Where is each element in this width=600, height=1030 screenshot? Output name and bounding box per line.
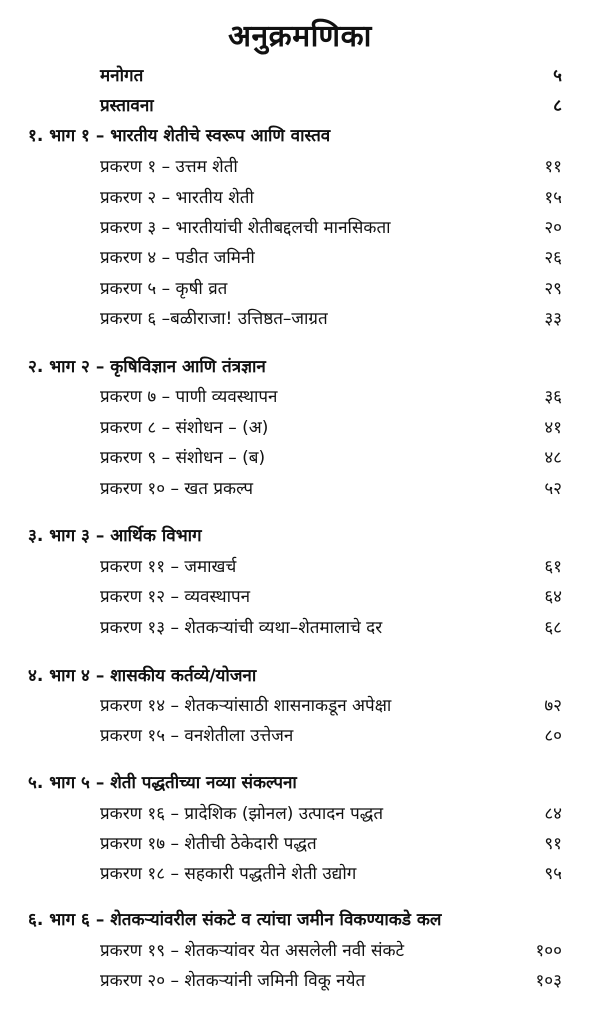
chapter-page: ४८	[544, 448, 562, 468]
chapter-page: १०३	[535, 971, 562, 991]
toc-chapter-6[interactable]	[0, 304, 600, 334]
part-heading-2[interactable]	[0, 352, 600, 382]
chapter-page: ६८	[544, 618, 562, 638]
toc-chapter-12[interactable]	[0, 582, 600, 612]
toc-chapter-1[interactable]	[0, 152, 600, 182]
chapter-page: ५२	[544, 479, 562, 499]
toc-chapter-20[interactable]	[0, 966, 600, 996]
chapter-label: प्रकरण १४ – शेतकऱ्यांसाठी शासनाकडून अपेक्षा	[100, 696, 392, 716]
part-title: ४. भाग ४ – शासकीय कर्तव्ये/योजना	[28, 666, 257, 686]
chapter-label: प्रकरण ६ –बळीराजा! उत्तिष्ठत–जाग्रत	[100, 309, 328, 329]
toc-entry-manogat[interactable]	[0, 61, 600, 91]
chapter-page: २९	[544, 279, 562, 299]
chapter-page: ३६	[544, 387, 562, 407]
chapter-label: प्रकरण २ – भारतीय शेती	[100, 188, 254, 208]
chapter-label: प्रकरण १८ – सहकारी पद्धतीने शेती उद्योग	[100, 864, 357, 884]
chapter-page: ९१	[544, 834, 562, 854]
chapter-label: प्रकरण १ – उत्तम शेती	[100, 157, 238, 177]
chapter-page: १००	[535, 941, 562, 961]
chapter-label: प्रकरण ३ – भारतीयांची शेतीबद्दलची मानसिकता	[100, 218, 391, 238]
chapter-label: प्रकरण १७ – शेतीची ठेकेदारी पद्धत	[100, 834, 317, 854]
chapter-label: प्रकरण १० – खत प्रकल्प	[100, 479, 254, 499]
part-heading-1[interactable]	[0, 121, 600, 151]
chapter-page: ८४	[544, 804, 562, 824]
chapter-label: प्रकरण २० – शेतकऱ्यांनी जमिनी विकू नयेत	[100, 971, 366, 991]
chapter-label: प्रकरण १६ – प्रादेशिक (झोनल) उत्पादन पद्धत	[100, 804, 384, 824]
toc-chapter-14[interactable]	[0, 691, 600, 721]
part-heading-5[interactable]	[0, 768, 600, 798]
toc-chapter-7[interactable]	[0, 382, 600, 412]
chapter-label: प्रकरण ११ – जमाखर्च	[100, 557, 237, 577]
toc-chapter-18[interactable]	[0, 859, 600, 889]
entry-page: ५	[553, 66, 562, 86]
toc-chapter-16[interactable]	[0, 799, 600, 829]
part-heading-3[interactable]	[0, 521, 600, 551]
toc-chapter-17[interactable]	[0, 829, 600, 859]
toc-chapter-3[interactable]	[0, 213, 600, 243]
chapter-page: ३३	[544, 309, 562, 329]
entry-page: ८	[553, 96, 562, 116]
chapter-label: प्रकरण ५ – कृषी व्रत	[100, 279, 228, 299]
toc-chapter-8[interactable]	[0, 413, 600, 443]
toc-chapter-4[interactable]	[0, 243, 600, 273]
chapter-page: ४१	[544, 418, 562, 438]
chapter-label: प्रकरण १९ – शेतकऱ्यांवर येत असलेली नवी संकटे	[100, 941, 405, 961]
chapter-page: ८०	[544, 726, 562, 746]
chapter-label: प्रकरण १५ – वनशेतीला उत्तेजन	[100, 726, 294, 746]
chapter-label: प्रकरण ७ – पाणी व्यवस्थापन	[100, 387, 278, 407]
part-title: ३. भाग ३ – आर्थिक विभाग	[28, 526, 202, 546]
chapter-label: प्रकरण ८ – संशोधन – (अ)	[100, 418, 269, 438]
chapter-page: ११	[544, 157, 562, 177]
toc-chapter-19[interactable]	[0, 936, 600, 966]
chapter-page: ६४	[544, 587, 562, 607]
chapter-page: २६	[544, 248, 562, 268]
chapter-label: प्रकरण १२ – व्यवस्थापन	[100, 587, 251, 607]
chapter-page: १५	[544, 188, 562, 208]
page-title: अनुक्रमणिका	[228, 19, 372, 54]
part-heading-6[interactable]	[0, 905, 600, 935]
chapter-label: प्रकरण ४ – पडीत जमिनी	[100, 248, 255, 268]
chapter-page: ९५	[544, 864, 562, 884]
toc-chapter-9[interactable]	[0, 443, 600, 473]
toc-chapter-2[interactable]	[0, 183, 600, 213]
chapter-label: प्रकरण १३ – शेतकऱ्यांची व्यथा–शेतमालाचे दर	[100, 618, 383, 638]
part-heading-4[interactable]	[0, 661, 600, 691]
part-title: १. भाग १ – भारतीय शेतीचे स्वरूप आणि वास्तव	[28, 126, 331, 146]
toc-chapter-11[interactable]	[0, 552, 600, 582]
part-title: २. भाग २ – कृषिविज्ञान आणि तंत्रज्ञान	[28, 357, 266, 377]
chapter-page: ७२	[544, 696, 562, 716]
part-title: ५. भाग ५ – शेती पद्धतीच्या नव्या संकल्पना	[28, 773, 297, 793]
toc-chapter-13[interactable]	[0, 613, 600, 643]
entry-label: मनोगत	[100, 66, 144, 86]
toc-entry-prastavana[interactable]	[0, 91, 600, 121]
toc-chapter-15[interactable]	[0, 721, 600, 751]
part-title: ६. भाग ६ – शेतकऱ्यांवरील संकटे व त्यांचा जमीन विकण्याकडे कल	[28, 910, 442, 930]
chapter-page: २०	[544, 218, 562, 238]
entry-label: प्रस्तावना	[100, 96, 154, 116]
chapter-page: ६१	[544, 557, 562, 577]
toc-chapter-5[interactable]	[0, 274, 600, 304]
chapter-label: प्रकरण ९ – संशोधन – (ब)	[100, 448, 266, 468]
toc-chapter-10[interactable]	[0, 474, 600, 504]
